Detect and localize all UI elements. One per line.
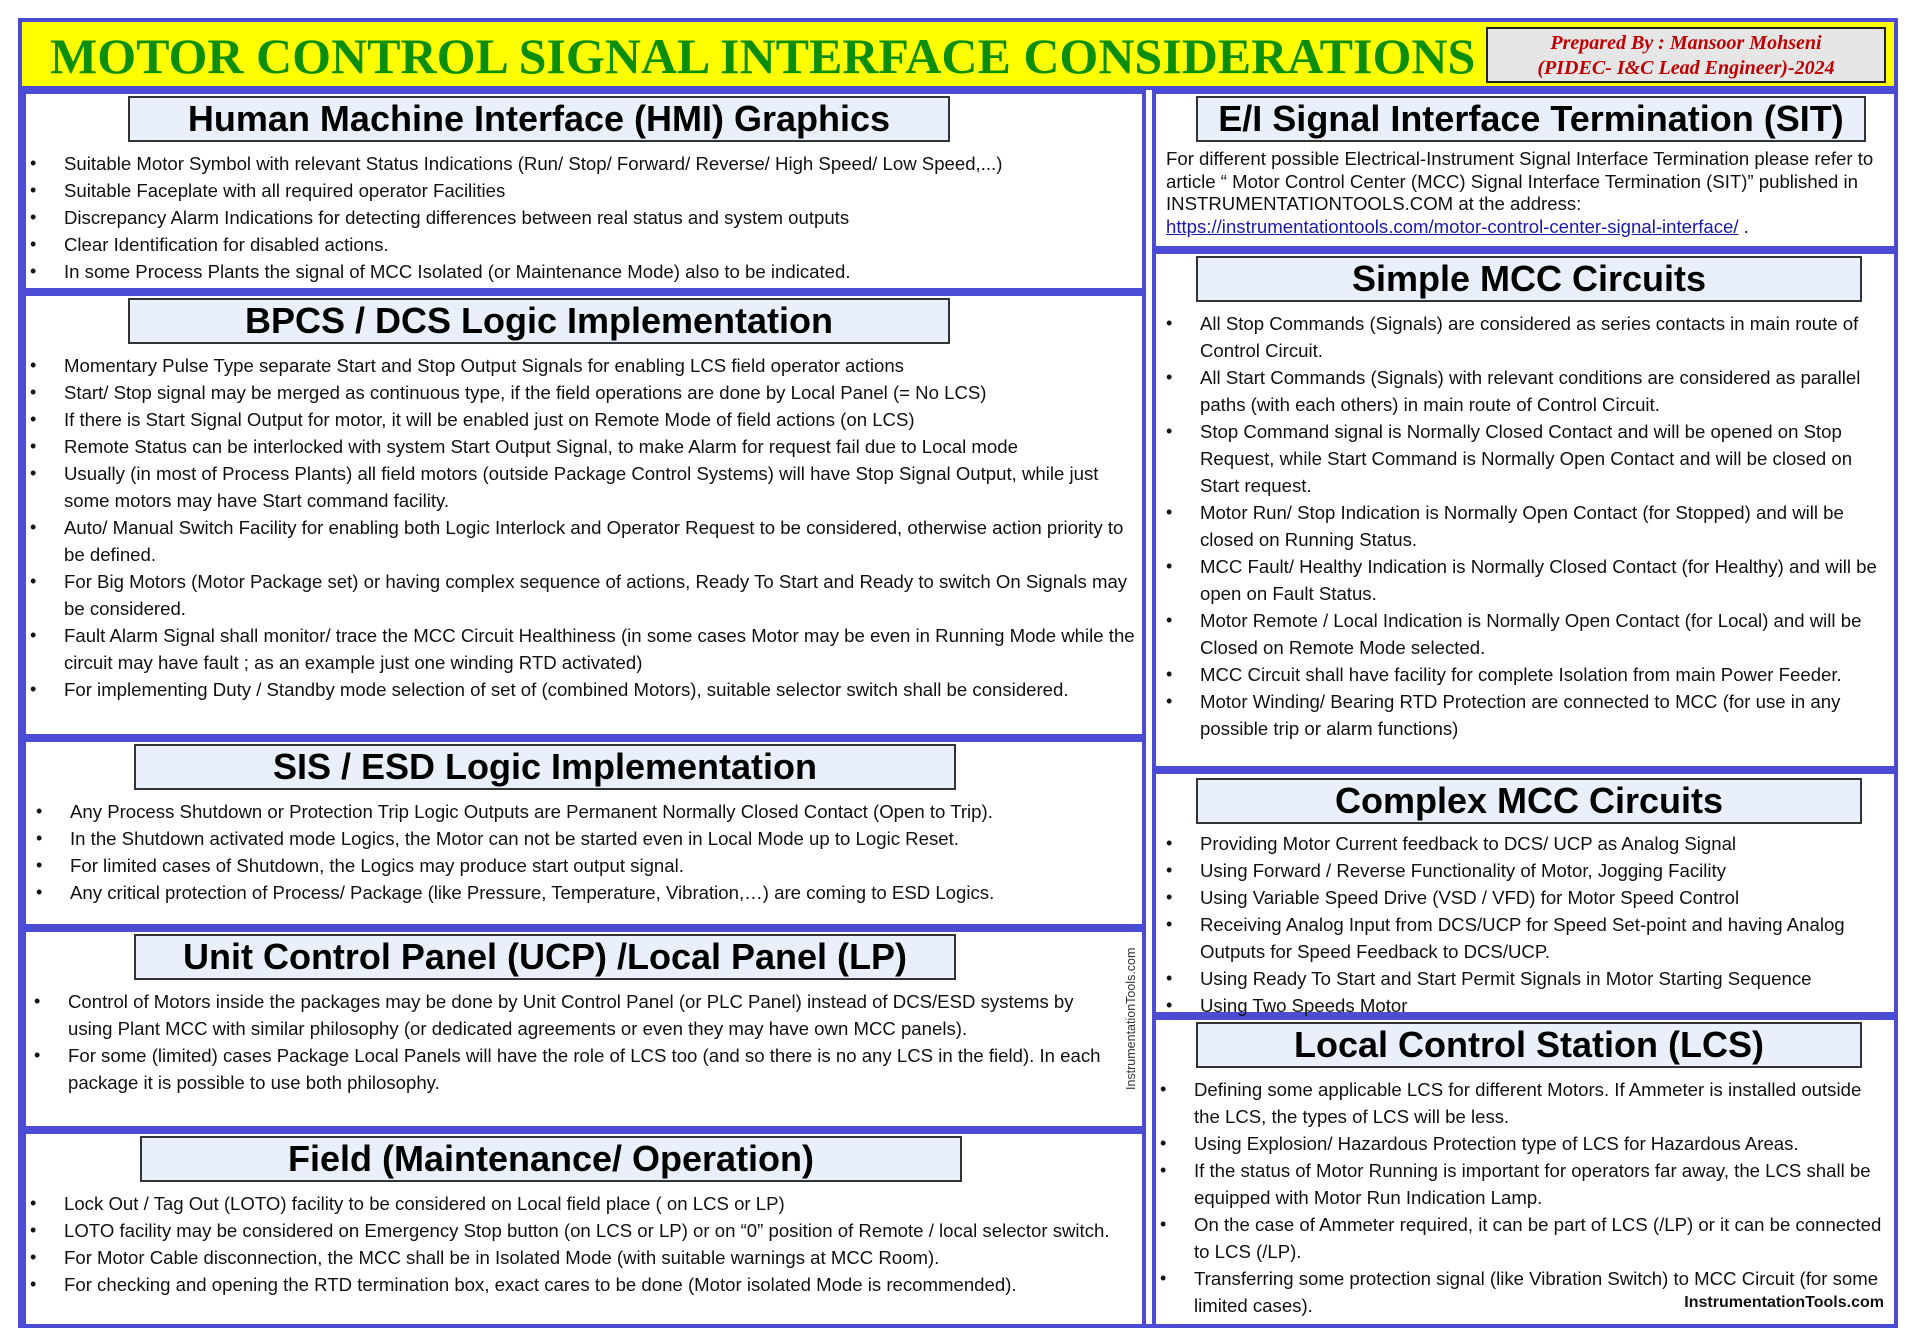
- list-item: • Using Two Speeds Motor: [1162, 992, 1890, 1019]
- bullet-icon: •: [30, 1193, 37, 1213]
- panel-sis-title: SIS / ESD Logic Implementation: [134, 744, 956, 790]
- author-name: Prepared By : Mansoor Mohseni: [1550, 32, 1822, 54]
- hmi-list: [26, 150, 1136, 285]
- list-item: • For limited cases of Shutdown, the Logics may produce start output signal.: [32, 852, 1140, 879]
- field-list: [26, 1190, 1138, 1298]
- panel-sit-title: E/I Signal Interface Termination (SIT): [1196, 96, 1866, 142]
- panel-ucp-title: Unit Control Panel (UCP) /Local Panel (LP): [134, 934, 956, 980]
- bullet-icon: •: [36, 882, 43, 902]
- list-item: • Usually (in most of Process Plants) all field motors (outside Package Control Systems) will have Stop Signal Output, while just some motors may have Start command facility.: [26, 460, 1138, 514]
- list-item: • Using Ready To Start and Start Permit Signals in Motor Starting Sequence: [1162, 965, 1890, 992]
- list-item: • All Start Commands (Signals) with relevant conditions are considered as parallel paths (with each others) in main route of Control Circuit.: [1162, 364, 1890, 418]
- bullet-icon: •: [34, 991, 41, 1011]
- bullet-icon: •: [30, 436, 37, 456]
- panel-sit: [1152, 90, 1898, 250]
- list-item: • All Stop Commands (Signals) are considered as series contacts in main route of Control Circuit.: [1162, 310, 1890, 364]
- panel-hmi-title: Human Machine Interface (HMI) Graphics: [128, 96, 950, 142]
- bullet-icon: •: [30, 571, 37, 591]
- bpcs-list: [26, 352, 1138, 703]
- bullet-icon: •: [1160, 1268, 1167, 1288]
- list-item: • LOTO facility may be considered on Emergency Stop button (on LCS or LP) or on “0” position of Remote / local selector switch.: [26, 1217, 1138, 1244]
- panel-field-title: Field (Maintenance/ Operation): [140, 1136, 962, 1182]
- list-item: • Any Process Shutdown or Protection Trip Logic Outputs are Permanent Normally Closed Contact (Open to Trip).: [32, 798, 1140, 825]
- list-item: • Receiving Analog Input from DCS/UCP for Speed Set-point and having Analog Outputs for Speed Feedback to DCS/UCP.: [1162, 911, 1890, 965]
- bullet-icon: •: [30, 1247, 37, 1267]
- bullet-icon: •: [30, 355, 37, 375]
- list-item: • Stop Command signal is Normally Closed Contact and will be opened on Stop Request, while Start Command is Normally Open Contact and will be closed on Start request.: [1162, 418, 1890, 499]
- bullet-icon: •: [1166, 421, 1173, 441]
- bullet-icon: •: [1166, 664, 1173, 684]
- complex-mcc-list: [1162, 830, 1890, 1019]
- bullet-icon: •: [1166, 502, 1173, 522]
- list-item: • Control of Motors inside the packages may be done by Unit Control Panel (or PLC Panel) instead of DCS/ESD systems by using Plant MCC with similar philosophy (or dedicated agreements or even they may have own MCC panels).: [30, 988, 1110, 1042]
- list-item: • In some Process Plants the signal of MCC Isolated (or Maintenance Mode) also to be indicated.: [26, 258, 1136, 285]
- bullet-icon: •: [30, 382, 37, 402]
- sit-article-link[interactable]: https://instrumentationtools.com/motor-control-center-signal-interface/: [1166, 215, 1739, 237]
- panel-simple-mcc-title: Simple MCC Circuits: [1196, 256, 1862, 302]
- list-item: • Suitable Motor Symbol with relevant Status Indications (Run/ Stop/ Forward/ Reverse/ High Speed/ Low Speed,...): [26, 150, 1136, 177]
- panel-hmi: [22, 90, 1146, 292]
- list-item: • Transferring some protection signal (like Vibration Switch) to MCC Circuit (for some limited cases).: [1156, 1265, 1890, 1319]
- list-item: • Suitable Faceplate with all required operator Facilities: [26, 177, 1136, 204]
- list-item: • Momentary Pulse Type separate Start and Stop Output Signals for enabling LCS field operator actions: [26, 352, 1138, 379]
- list-item: • Lock Out / Tag Out (LOTO) facility to be considered on Local field place ( on LCS or LP): [26, 1190, 1138, 1217]
- bullet-icon: •: [1166, 367, 1173, 387]
- list-item: • Using Explosion/ Hazardous Protection type of LCS for Hazardous Areas.: [1156, 1130, 1890, 1157]
- panel-bpcs-title: BPCS / DCS Logic Implementation: [128, 298, 950, 344]
- bullet-icon: •: [30, 679, 37, 699]
- bullet-icon: •: [1166, 968, 1173, 988]
- header-banner: [22, 22, 1894, 90]
- bullet-icon: •: [30, 463, 37, 483]
- lcs-list: [1156, 1076, 1890, 1319]
- bullet-icon: •: [1160, 1133, 1167, 1153]
- bullet-icon: •: [30, 409, 37, 429]
- list-item: • Remote Status can be interlocked with system Start Output Signal, to make Alarm for request fail due to Local mode: [26, 433, 1138, 460]
- bullet-icon: •: [1166, 556, 1173, 576]
- bullet-icon: •: [30, 207, 37, 227]
- bullet-icon: •: [30, 517, 37, 537]
- bullet-icon: •: [34, 1045, 41, 1065]
- bullet-icon: •: [1160, 1079, 1167, 1099]
- list-item: • Using Variable Speed Drive (VSD / VFD) for Motor Speed Control: [1162, 884, 1890, 911]
- bullet-icon: •: [30, 625, 37, 645]
- footer-watermark: InstrumentationTools.com: [1684, 1294, 1884, 1311]
- list-item: • Start/ Stop signal may be merged as continuous type, if the field operations are done by Local Panel (= No LCS): [26, 379, 1138, 406]
- main-title: MOTOR CONTROL SIGNAL INTERFACE CONSIDERATIONS: [50, 28, 1476, 84]
- list-item: • Clear Identification for disabled actions.: [26, 231, 1136, 258]
- bullet-icon: •: [30, 1220, 37, 1240]
- list-item: • In the Shutdown activated mode Logics, the Motor can not be started even in Local Mode up to Logic Reset.: [32, 825, 1140, 852]
- panel-sis: [22, 738, 1146, 928]
- bullet-icon: •: [1160, 1160, 1167, 1180]
- simple-mcc-list: [1162, 310, 1890, 742]
- list-item: • MCC Fault/ Healthy Indication is Normally Closed Contact (for Healthy) and will be open on Fault Status.: [1162, 553, 1890, 607]
- bullet-icon: •: [30, 234, 37, 254]
- list-item: • If the status of Motor Running is important for operators far away, the LCS shall be equipped with Motor Run Indication Lamp.: [1156, 1157, 1890, 1211]
- list-item: • Motor Run/ Stop Indication is Normally Open Contact (for Stopped) and will be closed on Running Status.: [1162, 499, 1890, 553]
- bullet-icon: •: [1166, 833, 1173, 853]
- bullet-icon: •: [36, 801, 43, 821]
- list-item: • For checking and opening the RTD termination box, exact cares to be done (Motor isolated Mode is recommended).: [26, 1271, 1138, 1298]
- page: [18, 18, 1898, 1328]
- panel-lcs: [1152, 1016, 1898, 1328]
- panel-simple-mcc: [1152, 250, 1898, 770]
- bullet-icon: •: [1166, 995, 1173, 1015]
- sis-list: [32, 798, 1140, 906]
- bullet-icon: •: [1166, 691, 1173, 711]
- bullet-icon: •: [1166, 914, 1173, 934]
- list-item: • Providing Motor Current feedback to DCS/ UCP as Analog Signal: [1162, 830, 1890, 857]
- ucp-list: [30, 988, 1110, 1096]
- list-item: • On the case of Ammeter required, it can be part of LCS (/LP) or it can be connected to LCS (/LP).: [1156, 1211, 1890, 1265]
- vertical-watermark: InstrumentationTools.com: [1124, 947, 1138, 1090]
- list-item: • Any critical protection of Process/ Package (like Pressure, Temperature, Vibration,…) are coming to ESD Logics.: [32, 879, 1140, 906]
- bullet-icon: •: [30, 1274, 37, 1294]
- sit-text: For different possible Electrical-Instrument Signal Interface Termination please refer to article “ Motor Control Center (MCC) Signal Interface Termination (SIT)” published in INSTRUMENTATIONTOOLS.COM at the address: https://instrumentationtools.com/motor-control-center-signal-interface/ .: [1166, 148, 1874, 237]
- list-item: • Motor Winding/ Bearing RTD Protection are connected to MCC (for use in any possible trip or alarm functions): [1162, 688, 1890, 742]
- author-role: (PIDEC- I&C Lead Engineer)-2024: [1537, 57, 1835, 79]
- panel-ucp: [22, 928, 1146, 1130]
- panel-lcs-title: Local Control Station (LCS): [1196, 1022, 1862, 1068]
- list-item: • Defining some applicable LCS for different Motors. If Ammeter is installed outside the LCS, the types of LCS will be less.: [1156, 1076, 1890, 1130]
- bullet-icon: •: [30, 180, 37, 200]
- list-item: • For some (limited) cases Package Local Panels will have the role of LCS too (and so there is no any LCS in the field). In each package it is possible to use both philosophy.: [30, 1042, 1110, 1096]
- list-item: • Discrepancy Alarm Indications for detecting differences between real status and system outputs: [26, 204, 1136, 231]
- bullet-icon: •: [36, 828, 43, 848]
- list-item: • Using Forward / Reverse Functionality of Motor, Jogging Facility: [1162, 857, 1890, 884]
- list-item: • Fault Alarm Signal shall monitor/ trace the MCC Circuit Healthiness (in some cases Motor may be even in Running Mode while the circuit may have fault ; as an example just one winding RTD activated): [26, 622, 1138, 676]
- bullet-icon: •: [30, 261, 37, 281]
- list-item: • For Big Motors (Motor Package set) or having complex sequence of actions, Ready To Start and Ready to switch On Signals may be considered.: [26, 568, 1138, 622]
- list-item: • MCC Circuit shall have facility for complete Isolation from main Power Feeder.: [1162, 661, 1890, 688]
- bullet-icon: •: [1166, 887, 1173, 907]
- panel-bpcs: [22, 292, 1146, 738]
- bullet-icon: •: [1166, 610, 1173, 630]
- panel-complex-mcc: [1152, 770, 1898, 1016]
- list-item: • For implementing Duty / Standby mode selection of set of (combined Motors), suitable selector switch shall be considered.: [26, 676, 1138, 703]
- bullet-icon: •: [1166, 860, 1173, 880]
- list-item: • For Motor Cable disconnection, the MCC shall be in Isolated Mode (with suitable warnings at MCC Room).: [26, 1244, 1138, 1271]
- bullet-icon: •: [1166, 313, 1173, 333]
- bullet-icon: •: [36, 855, 43, 875]
- bullet-icon: •: [30, 153, 37, 173]
- panel-field: [22, 1130, 1146, 1328]
- list-item: • Motor Remote / Local Indication is Normally Open Contact (for Local) and will be Closed on Remote Mode selected.: [1162, 607, 1890, 661]
- author-box: [1486, 27, 1886, 83]
- list-item: • Auto/ Manual Switch Facility for enabling both Logic Interlock and Operator Request to be considered, otherwise action priority to be defined.: [26, 514, 1138, 568]
- panel-complex-mcc-title: Complex MCC Circuits: [1196, 778, 1862, 824]
- bullet-icon: •: [1160, 1214, 1167, 1234]
- list-item: • If there is Start Signal Output for motor, it will be enabled just on Remote Mode of field actions (on LCS): [26, 406, 1138, 433]
